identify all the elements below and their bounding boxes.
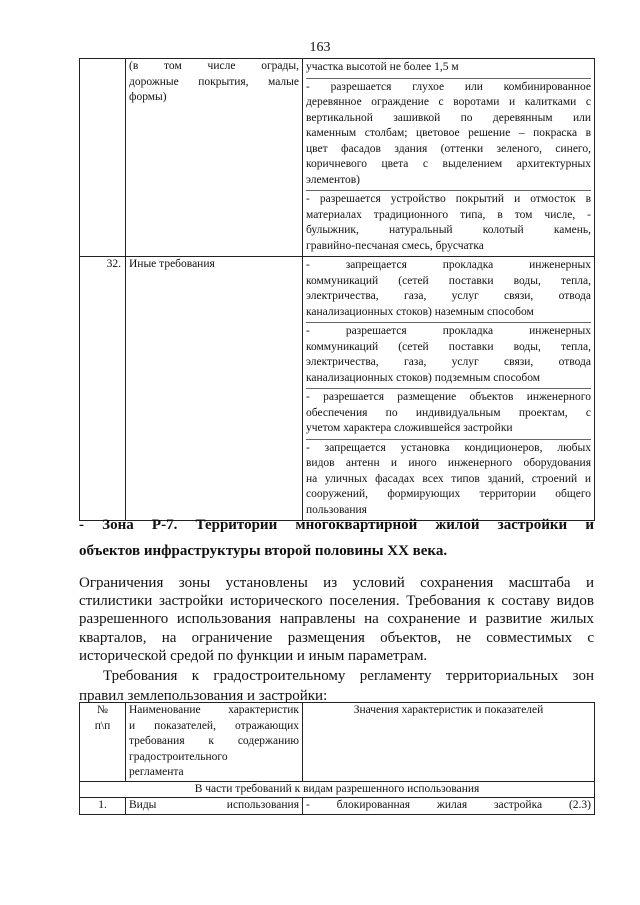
- table-row: [80, 257, 595, 521]
- requirement-line: цвет фасадов здания (оттенки зеленого, синего,: [306, 142, 591, 155]
- requirement-line: вертикальной зашивкой по деревянным или: [306, 111, 591, 124]
- table-row: [80, 798, 595, 815]
- table-header-row: [80, 703, 595, 782]
- paragraph-line: кварталов, на ограничение размещения объектов, не совместимых с: [79, 629, 594, 646]
- requirement-item: [306, 79, 591, 192]
- requirement-line: канализационных стоков) подземным способом: [306, 371, 541, 384]
- requirement-line: - разрешается размещение объектов инженерного: [306, 391, 591, 403]
- paragraph-line: правил землепользования и застройки:: [79, 688, 328, 704]
- paragraph-line: Ограничения зоны установлены из условий сохранения масштаба и: [79, 575, 594, 591]
- requirement-values-cell: [303, 257, 595, 521]
- requirement-line: на уличных фасадах всех типов зданий, строений и: [306, 472, 591, 485]
- table-row: [80, 59, 595, 257]
- requirement-line: канализационных стоков) наземным способом: [306, 305, 534, 318]
- regulation-intro-paragraph: [79, 666, 594, 706]
- requirement-line: булыжник, натуральный колотый камень,: [306, 224, 591, 236]
- requirement-name-cell: Иные требования: [126, 257, 303, 521]
- requirement-line: сооружений, формирующих территории общего: [306, 488, 591, 500]
- requirement-line: деревянное ограждение с воротами и калитками с: [306, 96, 591, 108]
- requirement-line: пользования: [306, 503, 367, 516]
- requirement-name-line: (в том числе ограды,: [129, 60, 299, 72]
- requirement-values-cell: - блокированная жилая застройка (2.3): [303, 798, 595, 815]
- requirement-name-cell: [126, 59, 303, 257]
- zone-description-paragraph: [79, 574, 594, 665]
- requirement-line: - разрешается глухое или комбинированное: [306, 80, 591, 93]
- header-line: №: [97, 704, 108, 716]
- regulation-table: [79, 702, 595, 815]
- paragraph-line: разрешенного использования направлены на сохранение и развитие жилых: [79, 611, 594, 628]
- header-line: регламента: [129, 766, 184, 778]
- requirement-line: гравийно-песчаная смесь, брусчатка: [306, 239, 484, 252]
- requirement-item: [306, 59, 591, 79]
- requirement-line: видов антенн и иного инженерного оборудования: [306, 457, 591, 469]
- header-line: и показателей, отражающих: [129, 719, 299, 732]
- requirement-line: участка высотой не более 1,5 м: [306, 61, 459, 73]
- requirement-values-cell: [303, 59, 595, 257]
- zone-heading-line: - Зона Р-7. Территории многоквартирной жилой застройки и: [79, 517, 594, 533]
- requirement-line: - запрещается установка кондиционеров, любых: [306, 441, 591, 454]
- page-number: 163: [309, 40, 331, 55]
- requirement-line: коричневого цвета с выделением архитектурных: [306, 158, 591, 170]
- zone-heading: [79, 512, 594, 564]
- requirement-line: - запрещается прокладка инженерных: [306, 259, 591, 271]
- requirement-name-line: дорожные покрытия, малые: [129, 75, 299, 88]
- requirement-line: каменным столбам; цветовое решение – покраска в: [306, 127, 591, 139]
- requirement-name-cell: Виды использования: [126, 798, 303, 815]
- paragraph-line: исторической средой по функции и иным параметрам.: [79, 647, 428, 664]
- requirement-line: - разрешается устройство покрытий и отмосток в: [306, 193, 591, 205]
- requirement-line: коммуникаций (сетей поставки воды, тепла,: [306, 274, 591, 287]
- row-number-cell: 32.: [80, 257, 126, 521]
- paragraph-line: стилистики застройки исторического поселения. Требования к составу видов: [79, 593, 594, 610]
- requirement-line: электричества, газа, услуг связи, отвода: [306, 356, 591, 368]
- row-number-cell: 1.: [80, 798, 126, 815]
- table-section-row: [80, 781, 595, 798]
- requirement-name-line: формы): [129, 91, 167, 103]
- column-header-values: Значения характеристик и показателей: [303, 703, 595, 782]
- requirement-item: [306, 191, 591, 256]
- zone-heading-line: объектов инфраструктуры второй половины ХХ века.: [79, 543, 448, 559]
- row-number-cell: [80, 59, 126, 257]
- requirement-item: [306, 323, 591, 389]
- header-line: Наименование характеристик: [129, 704, 299, 716]
- header-line: градостроительного: [129, 750, 228, 763]
- requirement-line: элементов): [306, 173, 360, 186]
- header-line: п\п: [94, 719, 111, 732]
- requirement-line: коммуникаций (сетей поставки воды, тепла,: [306, 340, 591, 353]
- paragraph-line: Требования к градостроительному регламенту территориальных зон: [103, 668, 594, 684]
- requirement-line: учетом характера сложившейся застройки: [306, 422, 513, 434]
- section-title-cell: В части требований к видам разрешенного использования: [80, 781, 595, 798]
- column-header-number: [80, 703, 126, 782]
- requirement-line: - разрешается прокладка инженерных: [306, 325, 591, 337]
- requirement-line: материалах традиционного типа, в том числе, -: [306, 208, 591, 221]
- column-header-name: [126, 703, 303, 782]
- requirement-line: электричества, газа, услуг связи, отвода: [306, 290, 591, 302]
- requirement-item: [306, 440, 591, 521]
- requirements-table-continued: [79, 58, 595, 521]
- requirement-line: обеспечения по индивидуальным проектам, с: [306, 406, 591, 419]
- requirement-item: [306, 257, 591, 323]
- requirement-item: [306, 389, 591, 440]
- header-line: требования к содержанию: [129, 735, 299, 747]
